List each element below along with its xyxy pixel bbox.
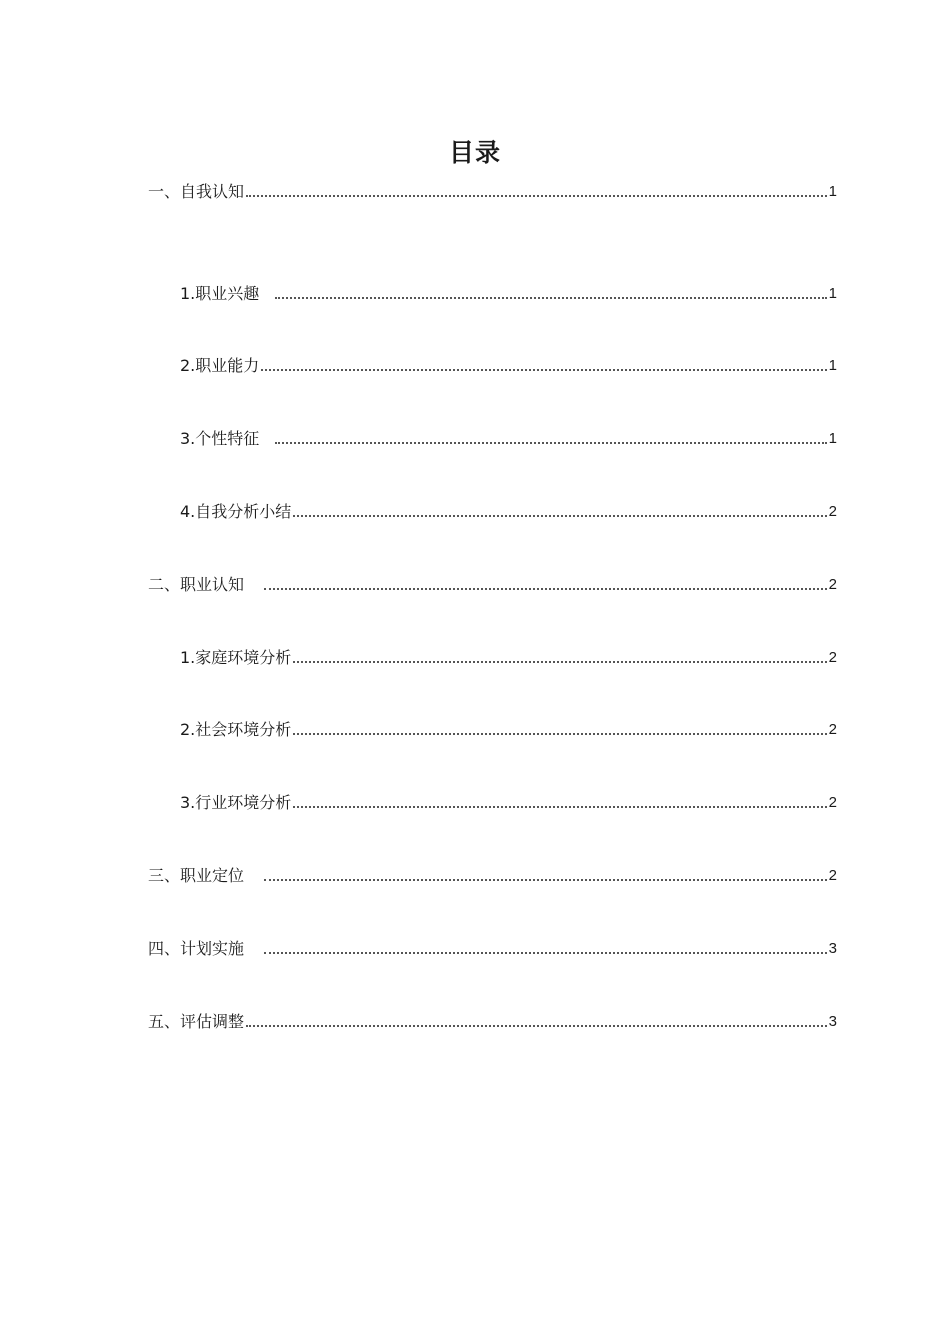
dot-leader: [264, 588, 827, 590]
toc-entry-page-number: 2: [828, 794, 837, 811]
toc-entry-label: 四、计划实施: [148, 939, 245, 958]
toc-entry-page-number: 2: [828, 721, 837, 738]
toc-entry-page-number: 2: [828, 503, 837, 520]
toc-entry-self-analysis-summary[interactable]: [180, 498, 837, 522]
toc-entry-label: 1.家庭环境分析: [180, 648, 292, 667]
toc-entry-page-number: 1: [828, 430, 837, 447]
toc-entry-label: 3.个性特征: [180, 429, 260, 448]
toc-entry-industry-environment[interactable]: [180, 789, 837, 813]
dot-leader: [246, 195, 827, 197]
toc-entry-label: 3.行业环境分析: [180, 793, 292, 812]
toc-entry-label: 五、评估调整: [148, 1012, 245, 1031]
toc-entry-page-number: 1: [828, 285, 837, 302]
toc-entry-label: 一、自我认知: [148, 182, 245, 201]
dot-leader: [293, 733, 826, 735]
toc-entry-page-number: 1: [828, 357, 837, 374]
toc-entry-page-number: 1: [828, 183, 837, 200]
toc-entry-evaluation-adjustment[interactable]: [148, 1008, 837, 1032]
toc-entry-label: 二、职业认知: [148, 575, 245, 594]
toc-entry-career-interest[interactable]: [180, 280, 837, 304]
dot-leader: [275, 297, 827, 299]
dot-leader: [293, 515, 826, 517]
toc-entry-label: 2.职业能力: [180, 356, 260, 375]
toc-entry-career-positioning[interactable]: [148, 862, 837, 886]
toc-title: 目录: [448, 138, 501, 167]
toc-entry-label: 1.职业兴趣: [180, 284, 260, 303]
dot-leader: [264, 879, 827, 881]
toc-entry-page-number: 3: [828, 940, 837, 957]
dot-leader: [275, 442, 827, 444]
toc-entry-page-number: 2: [828, 649, 837, 666]
toc-entry-plan-implementation[interactable]: [148, 935, 837, 959]
toc-entry-label: 2.社会环境分析: [180, 720, 292, 739]
toc-entry-social-environment[interactable]: [180, 716, 837, 740]
dot-leader: [293, 661, 826, 663]
toc-entry-page-number: 2: [828, 867, 837, 884]
toc-entry-career-cognition[interactable]: [148, 571, 837, 595]
toc-entry-family-environment[interactable]: [180, 644, 837, 668]
dot-leader: [246, 1025, 827, 1027]
toc-entry-label: 4.自我分析小结: [180, 502, 292, 521]
toc-entry-page-number: 3: [828, 1013, 837, 1030]
toc-entry-personality[interactable]: [180, 425, 837, 449]
toc-entry-label: 三、职业定位: [148, 866, 245, 885]
dot-leader: [293, 806, 826, 808]
dot-leader: [261, 369, 826, 371]
toc-entry-page-number: 2: [828, 576, 837, 593]
toc-entry-self-cognition[interactable]: [148, 178, 837, 202]
toc-entry-career-ability[interactable]: [180, 352, 837, 376]
dot-leader: [264, 952, 827, 954]
